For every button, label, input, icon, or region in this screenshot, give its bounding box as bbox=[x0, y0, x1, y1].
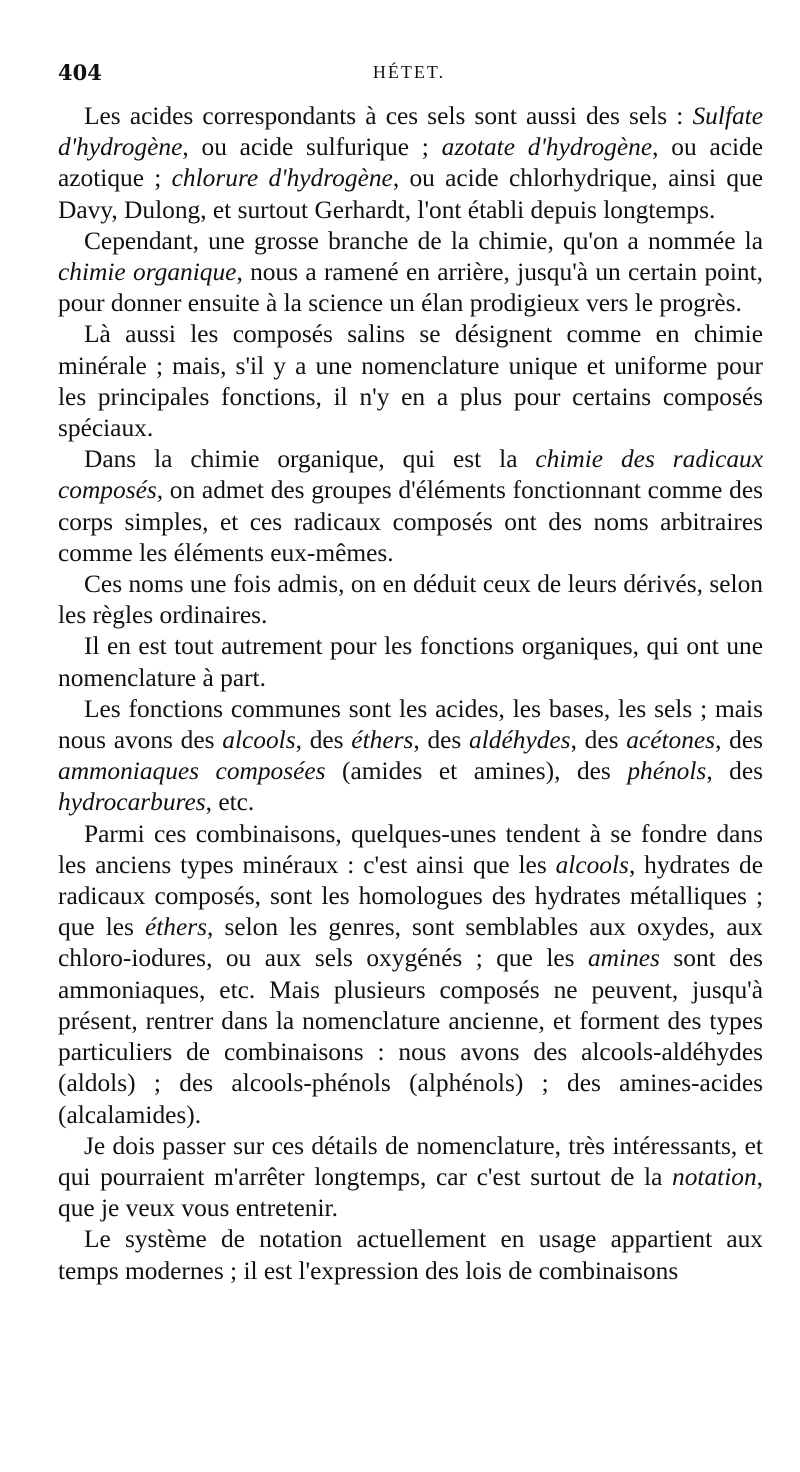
italic-term: notation bbox=[672, 1162, 757, 1191]
text-run: Parmi ces combinaisons, quelques-unes tendent à se fondre dans les anciens types minéraux : c'est ainsi que les bbox=[58, 819, 763, 879]
paragraph bbox=[58, 319, 763, 444]
text-run: , ou acide chlorhydrique, ainsi que Davy, Dulong, et surtout Gerhardt, l'ont établi depuis longtemps. bbox=[58, 164, 763, 224]
paragraph bbox=[58, 631, 763, 693]
paragraph bbox=[58, 101, 763, 226]
italic-term: acétones bbox=[626, 726, 716, 755]
paragraph bbox=[58, 226, 763, 320]
italic-term: alcools bbox=[222, 726, 296, 755]
italic-term: ammoniaques composées bbox=[58, 757, 326, 786]
text-run: , des bbox=[706, 757, 764, 786]
text-run: , que je veux vous entretenir. bbox=[58, 1162, 763, 1223]
italic-term: Sulfate d'hydrogène bbox=[58, 102, 763, 162]
text-run: , etc. bbox=[205, 788, 255, 817]
text-run: (amides et amines), des bbox=[325, 757, 628, 786]
paragraph bbox=[58, 694, 763, 819]
text-run: Le système de notation actuellement en usage appartient aux temps modernes ; il est l'expression des lois de combinaisons bbox=[58, 1225, 763, 1285]
text-run: , des bbox=[295, 726, 352, 755]
text-run: Ces noms une fois admis, on en déduit ceux de leurs dérivés, selon les règles ordinaires. bbox=[58, 570, 763, 630]
text-run: Les acides correspondants à ces sels sont aussi des sels : bbox=[84, 102, 693, 130]
text-run: Cependant, une grosse branche de la chimie, qu'on a nommée la bbox=[84, 226, 763, 255]
text-run: , ou acide sulfurique ; bbox=[182, 133, 442, 162]
text-run: , on admet des groupes d'éléments fonctionnant comme des corps simples, et ces radicaux composés ont des noms arbitraires comme les éléments eux-mêmes. bbox=[58, 476, 763, 567]
text-run: , des bbox=[715, 726, 764, 755]
italic-term: alcools bbox=[555, 850, 629, 879]
running-head: HÉTET. bbox=[372, 62, 446, 82]
paragraph bbox=[58, 569, 763, 631]
italic-term: phénols bbox=[627, 757, 707, 786]
text-run: Il en est tout autrement pour les fonctions organiques, qui ont une nomenclature à part. bbox=[58, 632, 763, 692]
paragraph bbox=[58, 1224, 763, 1286]
italic-term: éthers bbox=[144, 913, 208, 942]
text-run: , selon les genres, sont semblables aux oxydes, aux chloro-iodures, ou aux sels oxygénés ; que les bbox=[58, 913, 763, 973]
paragraph bbox=[58, 444, 763, 569]
page-header bbox=[58, 60, 760, 90]
text-run: , ou acide azotique ; bbox=[58, 133, 764, 193]
italic-term: hydrocarbures bbox=[58, 788, 206, 817]
text-run: , des bbox=[413, 726, 470, 755]
italic-term: chlorure d'hydrogène bbox=[171, 164, 393, 193]
text-run: , hydrates de radicaux composés, sont les homologues des hydrates métalliques ; que les bbox=[58, 850, 764, 942]
body-text bbox=[58, 101, 763, 1287]
page-number: 404 bbox=[58, 60, 102, 85]
text-run: Les fonctions communes sont les acides, les bases, les sels ; mais nous avons des bbox=[58, 694, 763, 755]
italic-term: azotate d'hydrogène bbox=[441, 133, 653, 162]
text-run: Là aussi les composés salins se désignent comme en chimie minérale ; mais, s'il y a une nomenclature unique et uniforme pour les principales fonctions, il n'y en a plus pour certains composés spéciaux. bbox=[58, 320, 763, 443]
text-run: Je dois passer sur ces détails de nomenclature, très intéressants, et qui pourraient m'arrêter longtemps, car c'est surtout de la bbox=[58, 1131, 763, 1191]
text-run: , des bbox=[570, 726, 627, 755]
italic-term: amines bbox=[587, 944, 660, 973]
text-run: sont des ammoniaques, etc. Mais plusieurs composés ne peuvent, jusqu'à présent, rentrer dans la nomenclature ancienne, et forment des types particuliers de combinaisons : nous avons des alcools-aldéhydes (aldols) ; des alcools-phénols (alphénols) ; des amines-acides (alcalamides). bbox=[58, 944, 763, 1129]
italic-term: aldéhydes bbox=[469, 726, 571, 755]
text-run: , nous a ramené en arrière, jusqu'à un certain point, pour donner ensuite à la science un élan prodigieux vers le progrès. bbox=[58, 258, 763, 318]
italic-term: chimie des radicaux composés bbox=[58, 445, 763, 505]
italic-term: éthers bbox=[351, 726, 414, 755]
text-run: Dans la chimie organique, qui est la bbox=[84, 445, 536, 474]
paragraph bbox=[58, 819, 763, 1131]
italic-term: chimie organique bbox=[58, 258, 237, 287]
paragraph bbox=[58, 1131, 763, 1225]
